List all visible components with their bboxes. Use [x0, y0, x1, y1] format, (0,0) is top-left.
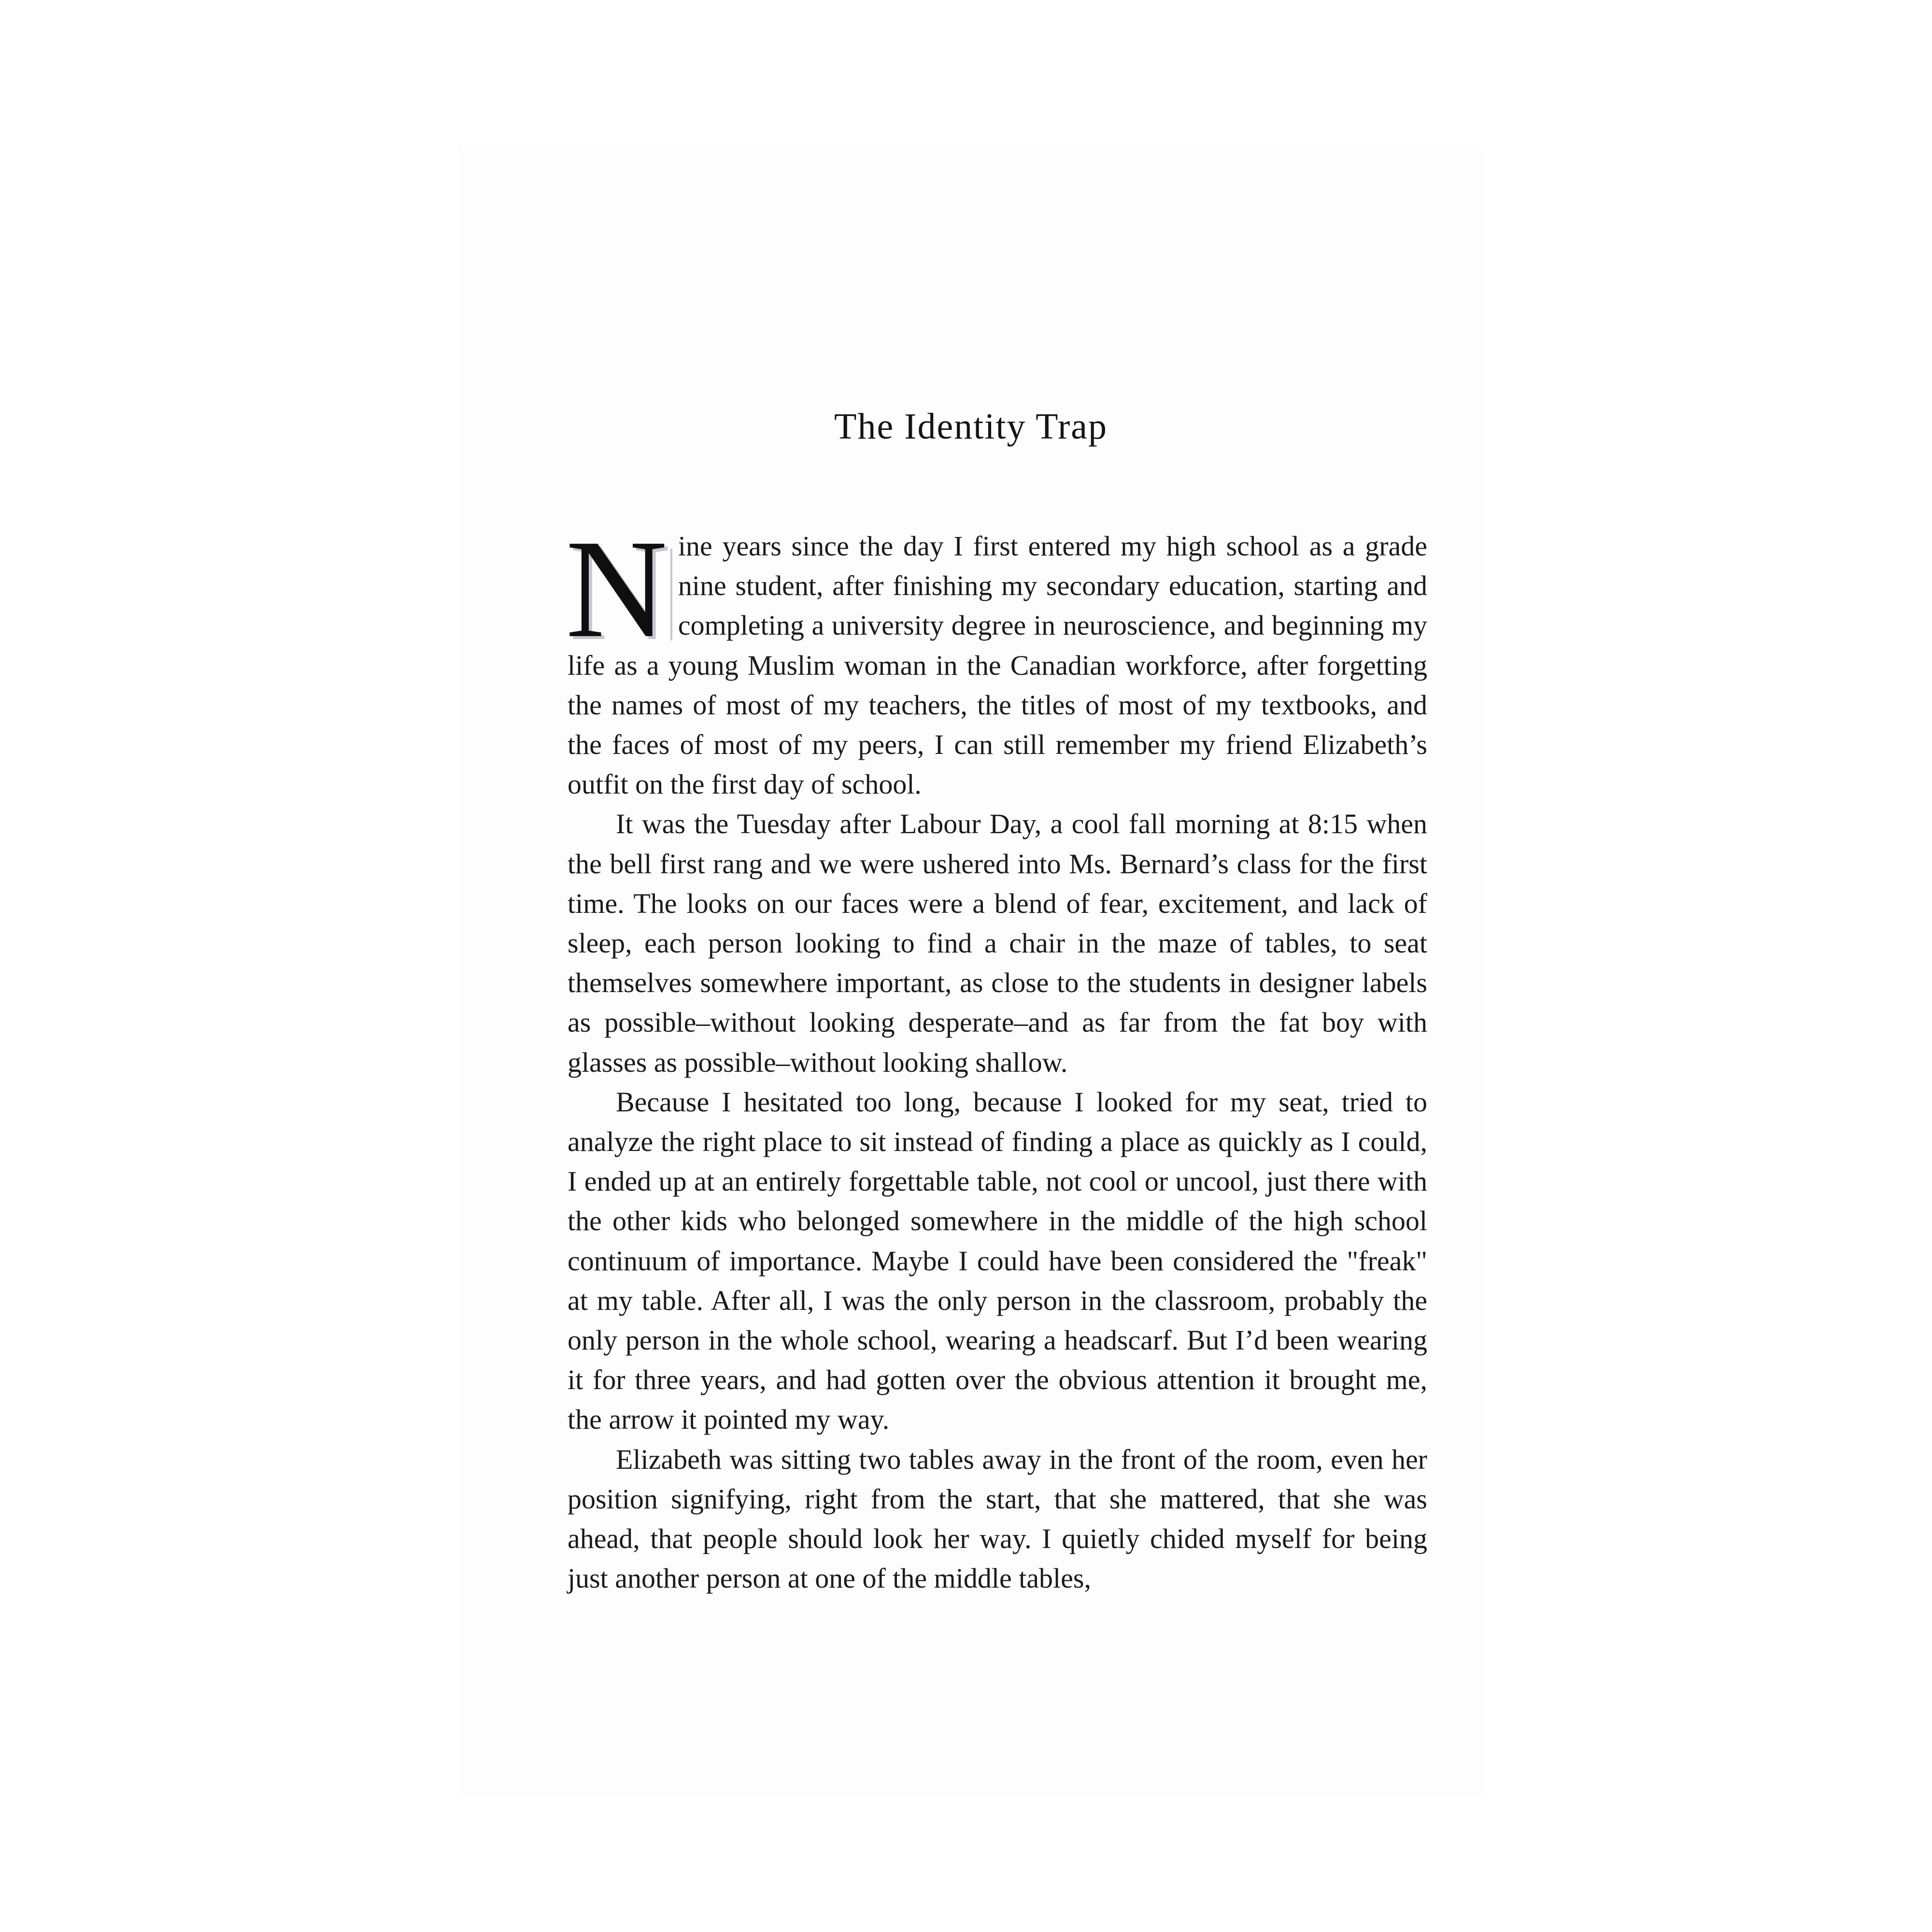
- paragraph-3: Because I hesitated too long, because I looked for my seat, tried to analyze the right place to sit instead of finding a place as quickly as I could, I ended up at an entirely forgettable table, not cool or uncool, just there with the other kids who belonged somewhere in the middle of the high school continuum of importance. Maybe I could have been considered the "freak" at my table. After all, I was the only person in the classroom, probably the only person in the whole school, wearing a headscarf. But I’d been wearing it for three years, and had gotten over the obvious attention it brought me, the arrow it pointed my way.: [568, 1086, 1427, 1435]
- paragraph-2: It was the Tuesday after Labour Day, a cool fall morning at 8:15 when the bell first rang and we were ushered into Ms. Bernard’s class for the first time. The looks on our faces were a blend of fear, excitement, and lack of sleep, each person looking to find a chair in the maze of tables, to seat themselves somewhere important, as close to the students in designer labels as possible–without looking desperate–and as far from the fat boy with glasses as possible–without looking shallow.: [568, 808, 1427, 1078]
- body-text: [566, 511, 1427, 1598]
- book-page: [459, 145, 1483, 1797]
- paragraph-1: [566, 511, 1427, 804]
- drop-cap-letter: N: [566, 511, 668, 667]
- paragraph-4: Elizabeth was sitting two tables away in the front of the room, even her position signifying, right from the start, that she mattered, that she was ahead, that people should look her way. I quietly chided myself for being just another person at one of the middle tables,: [568, 1443, 1427, 1594]
- chapter-title: The Identity Trap: [834, 406, 1108, 447]
- paragraph-1-text: ine years since the day I first entered my high school as a grade nine student, after finishing my secondary education, starting and completing a university degree in neuroscience, and beginning my life as a young Muslim woman in the Canadian workforce, after forgetting the names of most of my teachers, the titles of most of my textbooks, and the faces of most of my peers, I can still remember my friend Elizabeth’s outfit on the first day of school.: [568, 530, 1427, 800]
